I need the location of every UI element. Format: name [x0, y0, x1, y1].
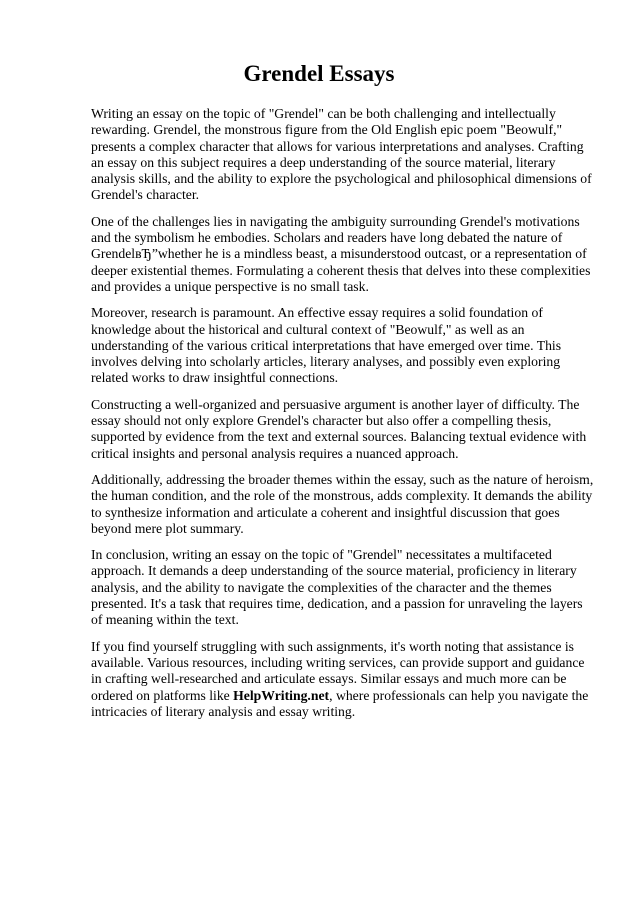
assistance-text-after-link: , where professionals can help you navigate the intricacies of literary analysis and essay writing. [91, 687, 589, 719]
document-title: Grendel Essays [243, 61, 395, 86]
paragraph-assistance [91, 639, 596, 720]
helpwriting-link[interactable]: HelpWriting.net [233, 687, 330, 703]
paragraph-intro: Writing an essay on the topic of "Grendel" can be both challenging and intellectually rewarding. Grendel, the monstrous figure from the Old English epic poem "Beowulf," presents a complex character that allows for various interpretations and analyses. Crafting an essay on this subject requires a deep understanding of the source material, literary analysis skills, and the ability to explore the psychological and philosophical dimensions of Grendel's character. [91, 106, 592, 203]
paragraph-argument: Constructing a well-organized and persuasive argument is another layer of difficulty. The essay should not only explore Grendel's character but also offer a compelling thesis, supported by evidence from the text and external sources. Balancing textual evidence with critical insights and personal analysis requires a nuanced approach. [91, 396, 587, 461]
paragraph-conclusion: In conclusion, writing an essay on the topic of "Grendel" necessitates a multifaceted approach. It demands a deep understanding of the source material, proficiency in literary analysis, and the ability to navigate the complexities of the character and the themes presented. It's a task that requires time, dedication, and a passion for unraveling the layers of meaning within the text. [91, 547, 583, 628]
paragraph-research: Moreover, research is paramount. An effective essay requires a solid foundation of knowledge about the historical and cultural context of "Beowulf," as well as an understanding of the various critical interpretations that have emerged over time. This involves delving into scholarly articles, literary analyses, and possibly even exploring related works to draw insightful connections. [91, 305, 562, 386]
assistance-text-before-link: If you find yourself struggling with such assignments, it's worth noting that assistance is available. Various resources, including writing services, can provide support and guidance in crafting well-researched and articulate essays. Similar essays and much more can be ordered on platforms like [91, 638, 585, 703]
document-body [91, 106, 596, 730]
paragraph-challenges: One of the challenges lies in navigating the ambiguity surrounding Grendel's motivations and the symbolism he embodies. Scholars and readers have long debated the nature of GrendelвЂ”whether he is a mindless beast, a misunderstood outcast, or a representation of deeper existential themes. Formulating a coherent thesis that delves into these complexities and provides a unique perspective is no small task. [91, 213, 591, 294]
paragraph-themes: Additionally, addressing the broader themes within the essay, such as the nature of heroism, the human condition, and the role of the monstrous, adds complexity. It demands the ability to synthesize information and articulate a coherent and insightful discussion that goes beyond mere plot summary. [91, 471, 594, 536]
